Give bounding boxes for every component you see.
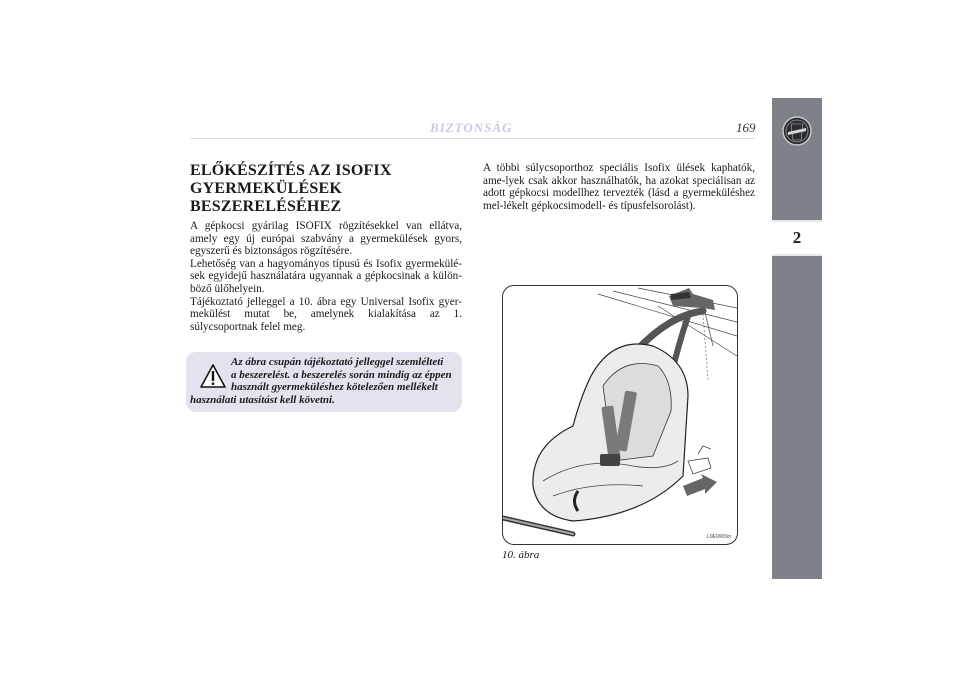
figure-code: L0E0065m <box>706 534 731 540</box>
logo-box <box>772 98 822 164</box>
child-seat-illustration <box>503 286 737 544</box>
warning-text <box>190 356 452 406</box>
heading-line: ELŐKÉSZÍTÉS AZ ISOFIX <box>190 162 392 179</box>
figure-frame <box>502 285 738 545</box>
page-number: 169 <box>736 120 756 135</box>
right-body-text: A többi súlycsoporthoz speciális Isofix ülések kaphatók, ame-lyek csak akkor használhatók, ha azokat speciálisan az adott gépkocsi modellhez tervezték (lásd a gyermeküléshez mel-lékelt gépkocsimodell- és típusfelsorolást). <box>483 162 755 212</box>
heading-line: BESZERELÉSÉHEZ <box>190 198 342 215</box>
header-rule <box>190 138 755 139</box>
chapter-number: 2 <box>772 222 822 254</box>
warning-line: a beszerelést. a beszerelés során mindig az éppen <box>231 368 452 381</box>
warning-line: használt gyermeküléshez kötelezően mellékelt <box>231 381 438 394</box>
heading-line: GYERMEKÜLÉSEK <box>190 180 342 197</box>
section-heading <box>190 162 470 216</box>
paragraph: A gépkocsi gyárilag ISOFIX rögzítésekkel van ellátva, amely egy új európai szabvány a gyermekülések gyors, egyszerű és biztonságos rögzítésére. <box>190 220 462 258</box>
tab-separator <box>772 254 822 256</box>
warning-line: használati utasítást kell követni. <box>190 393 335 406</box>
left-body-text <box>190 220 462 333</box>
lancia-shield-icon <box>772 98 822 164</box>
paragraph: Tájékoztató jelleggel a 10. ábra egy Universal Isofix gyer-mekülést mutat be, amelynek kialakítása az 1. súlycsoportnak felel meg. <box>190 295 462 333</box>
figure-caption: 10. ábra <box>502 549 540 561</box>
chapter-side-tab <box>772 98 822 579</box>
warning-line: Az ábra csupán tájékoztató jelleggel szemlélteti <box>231 356 444 368</box>
warning-box <box>186 352 462 412</box>
paragraph: Lehetőség van a hagyományos típusú és Isofix gyermekülé-sek egyidejű használatára ugyannak a gépkocsinak a külön-böző ülőhelyein. <box>190 257 462 295</box>
header-title: BIZTONSÁG <box>430 120 513 135</box>
